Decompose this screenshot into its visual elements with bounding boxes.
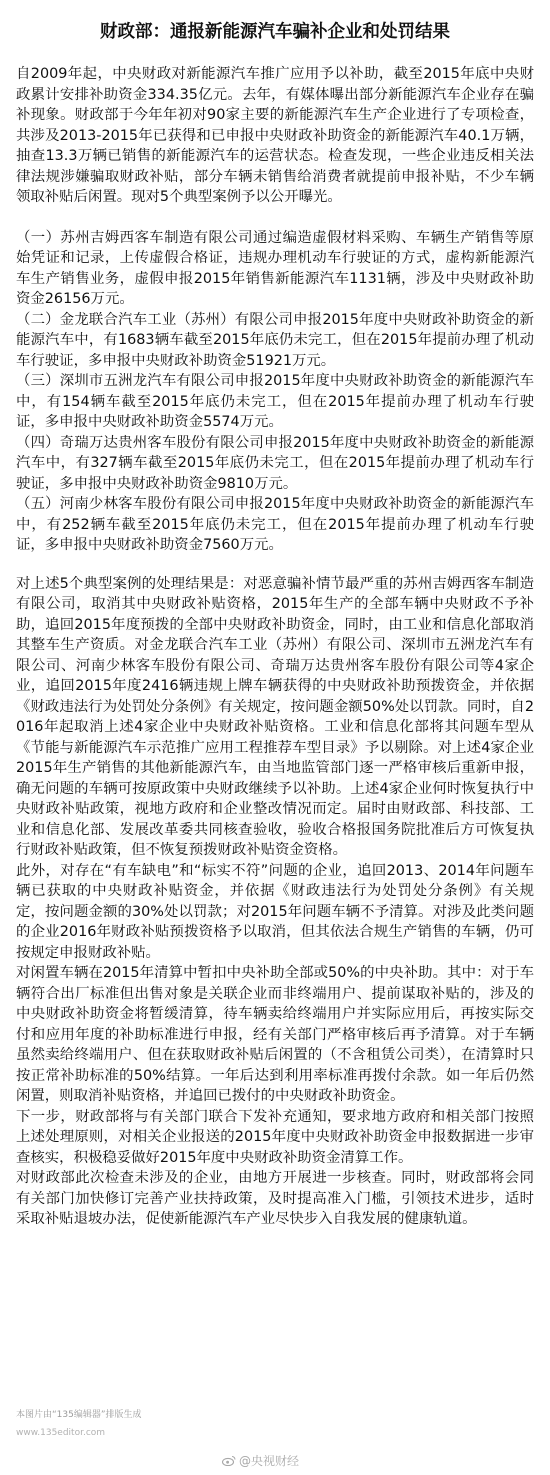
case-paragraph-5: （五）河南少林客车股份有限公司申报2015年度中央财政补助资金的新能源汽车中，有252辆车截至2015年底仍未完工，但在2015年提前办理了机动车行驶证，多申报中央财政补助资金7560万元。	[16, 496, 534, 553]
paragraph-gap	[16, 208, 534, 228]
idle-vehicles-paragraph: 对闲置车辆在2015年清算中暂扣中央补助全部或50%的中央补助。其中：对于车辆符合出厂标准但出售对象是关联企业而非终端用户、提前谋取补贴的，涉及的中央财政补助资金将暂缓清算，待车辆卖给终端用户并实际应用后，再按实际交付和应用年度的补助标准进行申报，经有关部门严格审核后再予清算。对于车辆虽然卖给终端用户、但在获取财政补贴后闲置的（不含租赁公司类），在清算时只按正常补助标准的50%结算。一年后达到利用率标准再拨付余款。如一年后仍然闲置，则取消补贴资格，并追回已拨付的中央财政补助资金。	[16, 965, 534, 1104]
intro-paragraph: 自2009年起，中央财政对新能源汽车推广应用予以补助，截至2015年底中央财政累计安排补助资金334.35亿元。去年，有媒体曝出部分新能源汽车企业存在骗补现象。财政部于今年年初对90家主要的新能源汽车生产企业进行了专项检查，共涉及2013-2015年已获得和已申报中央财政补助资金的新能源汽车40.1万辆，抽查13.3万辆已销售的新能源汽车的运营状态。检查发现，一些企业违反相关法律法规涉嫌骗取财政补贴，部分车辆未销售给消费者就提前申报补贴，不少车辆领取补贴后闲置。现对5个典型案例予以公开曝光。	[16, 66, 534, 205]
source-watermark	[222, 1452, 299, 1469]
generated-by-note: 本图片由“135编辑器”排版生成	[16, 1410, 142, 1420]
case-paragraph-2: （二）金龙联合汽车工业（苏州）有限公司申报2015年度中央财政补助资金的新能源汽车中，有1683辆车截至2015年底仍未完工，但在2015年提前办理了机动车行驶证，多申报中央财政补助资金51921万元。	[16, 311, 534, 369]
case-paragraph-4: （四）奇瑞万达贵州客车股份有限公司申报2015年度中央财政补助资金的新能源汽车中，有327辆车截至2015年底仍未完工，但在2015年提前办理了机动车行驶证，多申报中央财政补助资金9810万元。	[16, 434, 534, 492]
article-title: 财政部：通报新能源汽车骗补企业和处罚结果	[100, 22, 450, 42]
closing-paragraph: 对财政部此次检查未涉及的企业，由地方开展进一步核查。同时，财政部将会同有关部门加快修订完善产业扶持政策，及时提高准入门槛，引领技术进步，适时采取补贴退坡办法，促使新能源汽车产业尽快步入自我发展的健康轨道。	[16, 1170, 534, 1227]
editor-footer	[0, 1408, 550, 1440]
weibo-icon	[222, 1455, 236, 1466]
paragraph-gap	[16, 556, 534, 574]
next-step-paragraph: 下一步，财政部将与有关部门联合下发补充通知，要求地方政府和相关部门按照上述处理原则，对相关企业报送的2015年度中央财政补助资金申报数据进一步审查核实，积极稳妥做好2015年度中央财政补助资金清算工作。	[16, 1108, 534, 1166]
editor-site-link[interactable]: www.135editor.com	[16, 1428, 106, 1438]
case-paragraph-1: （一）苏州吉姆西客车制造有限公司通过编造虚假材料采购、车辆生产销售等原始凭证和记录，上传虚假合格证，违规办理机动车行驶证的方式，虚构新能源汽车生产销售业务，虚假申报2015年销售新能源汽车1131辆，涉及中央财政补助资金26156万元。	[16, 229, 534, 307]
article-body	[16, 64, 534, 1230]
additional-paragraph: 此外，对存在“有车缺电”和“标实不符”问题的企业，追回2013、2014年问题车辆已获取的中央财政补贴资金，并依据《财政违法行为处罚处分条例》有关规定，按问题金额的30%处以罚款；对2015年问题车辆不予清算。对涉及此类问题的企业2016年财政补贴预拨资格予以取消，但其依法合规生产销售的车辆，仍可按规定申报财政补贴。	[16, 862, 534, 961]
watermark-text: @央视财经	[239, 1454, 300, 1468]
case-paragraph-3: （三）深圳市五洲龙汽车有限公司申报2015年度中央财政补助资金的新能源汽车中，有154辆车截至2015年底仍未完工，但在2015年提前办理了机动车行驶证，多申报中央财政补助资金5574万元。	[16, 373, 534, 430]
result-paragraph: 对上述5个典型案例的处理结果是：对恶意骗补情节最严重的苏州吉姆西客车制造有限公司，取消其中央财政补贴资格，2015年生产的全部车辆中央财政不予补助，追回2015年度预拨的全部中央财政补助资金，同时，由工业和信息化部取消其整车生产资质。对金龙联合汽车工业（苏州）有限公司、深圳市五洲龙汽车有限公司、河南少林客车股份有限公司、奇瑞万达贵州客车股份有限公司等4家企业，追回2015年度2416辆违规上牌车辆获得的中央财政补助预拨资金，并依据《财政违法行为处罚处分条例》有关规定，按问题金额50%处以罚款。同时，自2016年起取消上述4家企业中央财政补贴资格。工业和信息化部将其问题车型从《节能与新能源汽车示范推广应用工程推荐车型目录》予以剔除。对上述4家企业2015年生产销售的其他新能源汽车，由当地监管部门逐一严格审核后重新申报，确无问题的车辆可按原政策中央财政继续予以补助。上述4家企业何时恢复执行中央财政补贴政策，视地方政府和企业整改情况而定。届时由财政部、科技部、工业和信息化部、发展改革委共同核查验收，验收合格报国务院批准后方可恢复执行财政补贴政策，但不恢复预拨财政补贴资金资格。	[16, 575, 534, 858]
